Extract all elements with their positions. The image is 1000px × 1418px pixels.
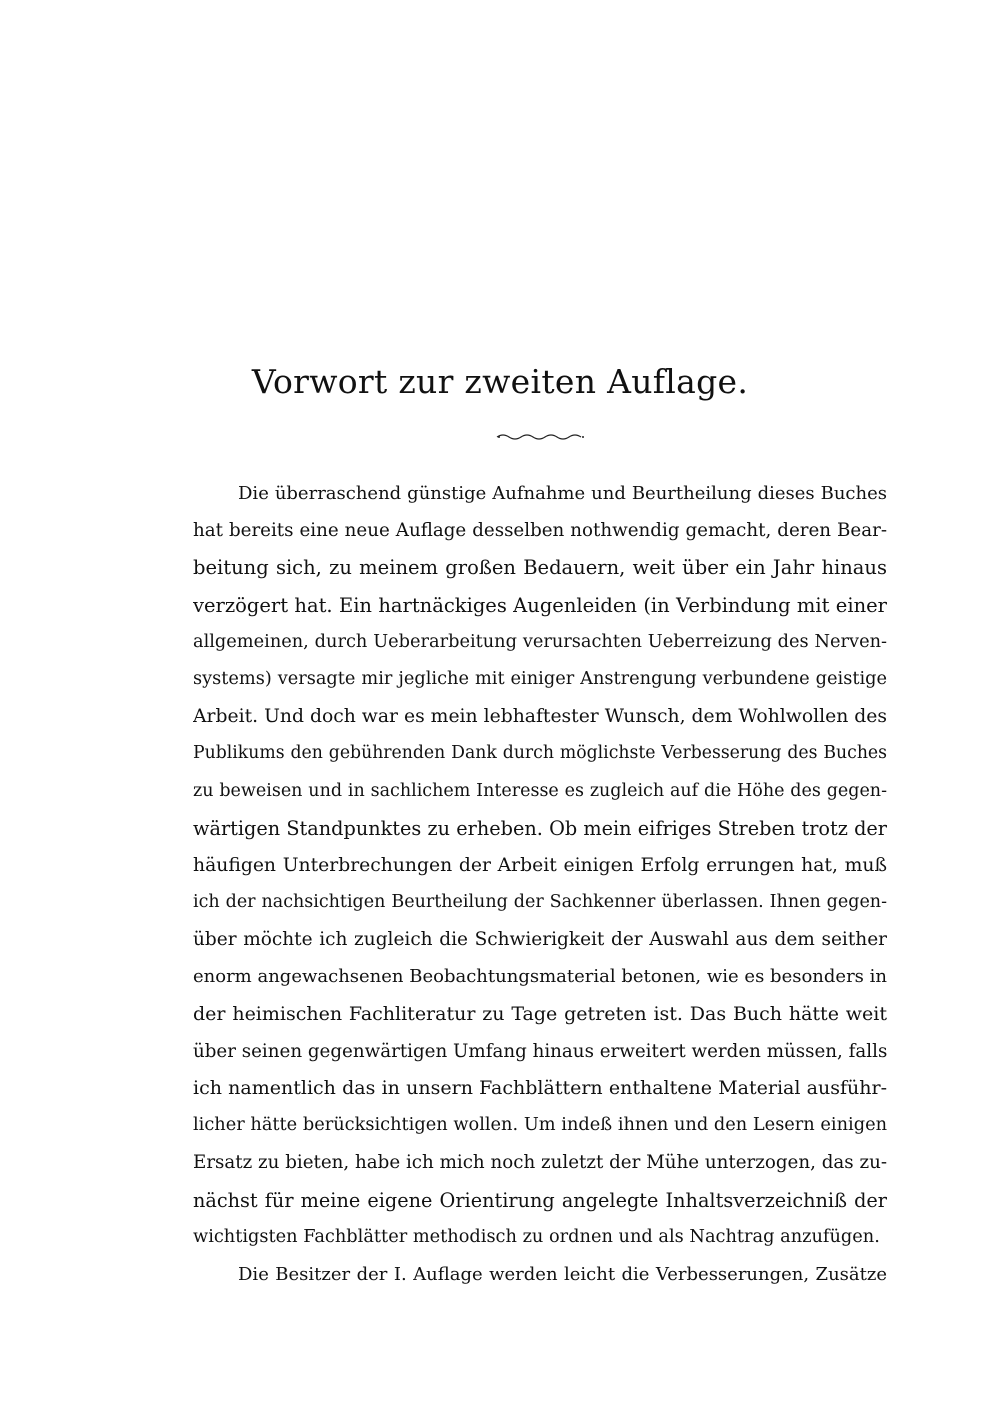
text-line: ich der nachsichtigen Beurtheilung der Sachkenner überlassen. Ihnen gegen- xyxy=(193,892,887,913)
ornament-divider xyxy=(495,430,587,442)
text-line: nächst für meine eigene Orientirung angelegte Inhaltsverzeichniß der xyxy=(193,1188,887,1212)
text-line: ich namentlich das in unsern Fachblättern enthaltene Material ausführ- xyxy=(193,1077,887,1099)
text-line: hat bereits eine neue Auflage desselben nothwendig gemacht, deren Bear- xyxy=(193,520,887,542)
text-line: zu beweisen und in sachlichem Interesse es zugleich auf die Höhe des gegen- xyxy=(193,780,887,801)
text-line: allgemeinen, durch Ueberarbeitung verursachten Ueberreizung des Nerven- xyxy=(193,631,887,652)
text-line: verzögert hat. Ein hartnäckiges Augenleiden (in Verbindung mit einer xyxy=(193,593,887,617)
text-line: Publikums den gebührenden Dank durch möglichste Verbesserung des Buches xyxy=(193,743,887,764)
page-title: Vorwort zur zweiten Auflage. xyxy=(251,362,749,401)
text-line: über möchte ich zugleich die Schwierigkeit der Auswahl aus dem seither xyxy=(193,929,887,951)
text-line: wärtigen Standpunktes zu erheben. Ob mein eifriges Streben trotz der xyxy=(193,816,887,840)
text-line: enorm angewachsenen Beobachtungsmaterial betonen, wie es besonders in xyxy=(193,966,887,988)
text-line: häufigen Unterbrechungen der Arbeit einigen Erfolg errungen hat, muß xyxy=(193,854,887,876)
text-line: Ersatz zu bieten, habe ich mich noch zuletzt der Mühe unterzogen, das zu- xyxy=(193,1152,887,1174)
text-line: der heimischen Fachliteratur zu Tage getreten ist. Das Buch hätte weit xyxy=(193,1002,887,1025)
text-line: Die überraschend günstige Aufnahme und Beurtheilung dieses Buches xyxy=(238,483,887,504)
text-line: beitung sich, zu meinem großen Bedauern, weit über ein Jahr hinaus xyxy=(193,556,887,580)
text-line: wichtigsten Fachblätter methodisch zu ordnen und als Nachtrag anzufügen. xyxy=(193,1226,880,1247)
text-line: Die Besitzer der I. Auflage werden leicht die Verbesserungen, Zusätze xyxy=(238,1263,887,1285)
text-line: systems) versagte mir jegliche mit einiger Anstrengung verbundene geistige xyxy=(193,668,887,689)
text-line: über seinen gegenwärtigen Umfang hinaus erweitert werden müssen, falls xyxy=(193,1040,887,1062)
text-line: licher hätte berücksichtigen wollen. Um indeß ihnen und den Lesern einigen xyxy=(193,1115,887,1136)
text-line: Arbeit. Und doch war es mein lebhaftester Wunsch, dem Wohlwollen des xyxy=(193,706,887,728)
body-text xyxy=(193,475,887,1293)
